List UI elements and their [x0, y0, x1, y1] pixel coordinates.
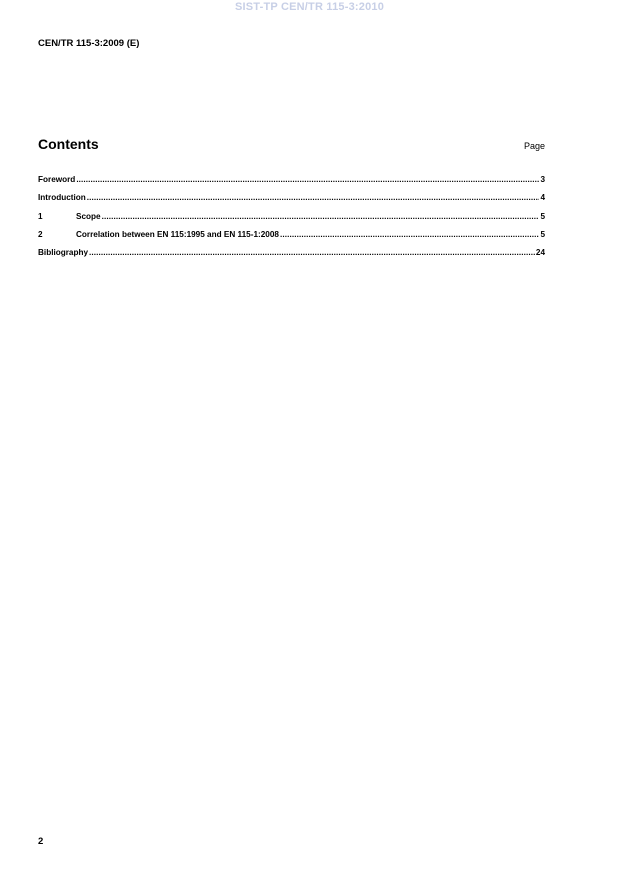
- toc-entry-page: 24: [535, 248, 545, 258]
- toc-dot-leader: [280, 230, 539, 239]
- watermark-text: SIST-TP CEN/TR 115-3:2010: [234, 1, 385, 13]
- toc-dot-leader: [102, 212, 540, 221]
- contents-header: [38, 136, 545, 156]
- toc-entry-text: Introduction: [38, 193, 86, 203]
- contents-page-label: Page: [523, 141, 545, 151]
- page-number: 2: [38, 836, 44, 847]
- toc-dot-leader: [89, 248, 535, 257]
- toc-entry-scope[interactable]: [38, 212, 545, 230]
- toc-dot-leader: [87, 193, 540, 202]
- toc-entry-page: 3: [540, 175, 545, 184]
- table-of-contents: [38, 175, 545, 266]
- toc-entry-number: 2: [38, 229, 43, 239]
- toc-entry-text: Bibliography: [38, 248, 89, 258]
- toc-entry-page: 5: [540, 211, 545, 221]
- toc-entry-introduction[interactable]: [38, 193, 545, 211]
- toc-entry-bibliography[interactable]: [38, 248, 545, 266]
- toc-entry-text: Correlation between EN 115:1995 and EN 115-1:2008: [76, 229, 279, 239]
- toc-entry-foreword[interactable]: [38, 175, 545, 193]
- toc-entry-correlation[interactable]: [38, 230, 545, 248]
- document-id: CEN/TR 115-3:2009 (E): [38, 38, 140, 49]
- toc-entry-text: Scope: [76, 211, 101, 221]
- toc-entry-page: 4: [540, 193, 545, 203]
- toc-entry-page: 5: [540, 229, 545, 239]
- toc-entry-text: Foreword: [38, 175, 76, 184]
- contents-title: Contents: [38, 136, 99, 152]
- toc-entry-number: 1: [38, 211, 43, 221]
- toc-dot-leader: [76, 175, 539, 184]
